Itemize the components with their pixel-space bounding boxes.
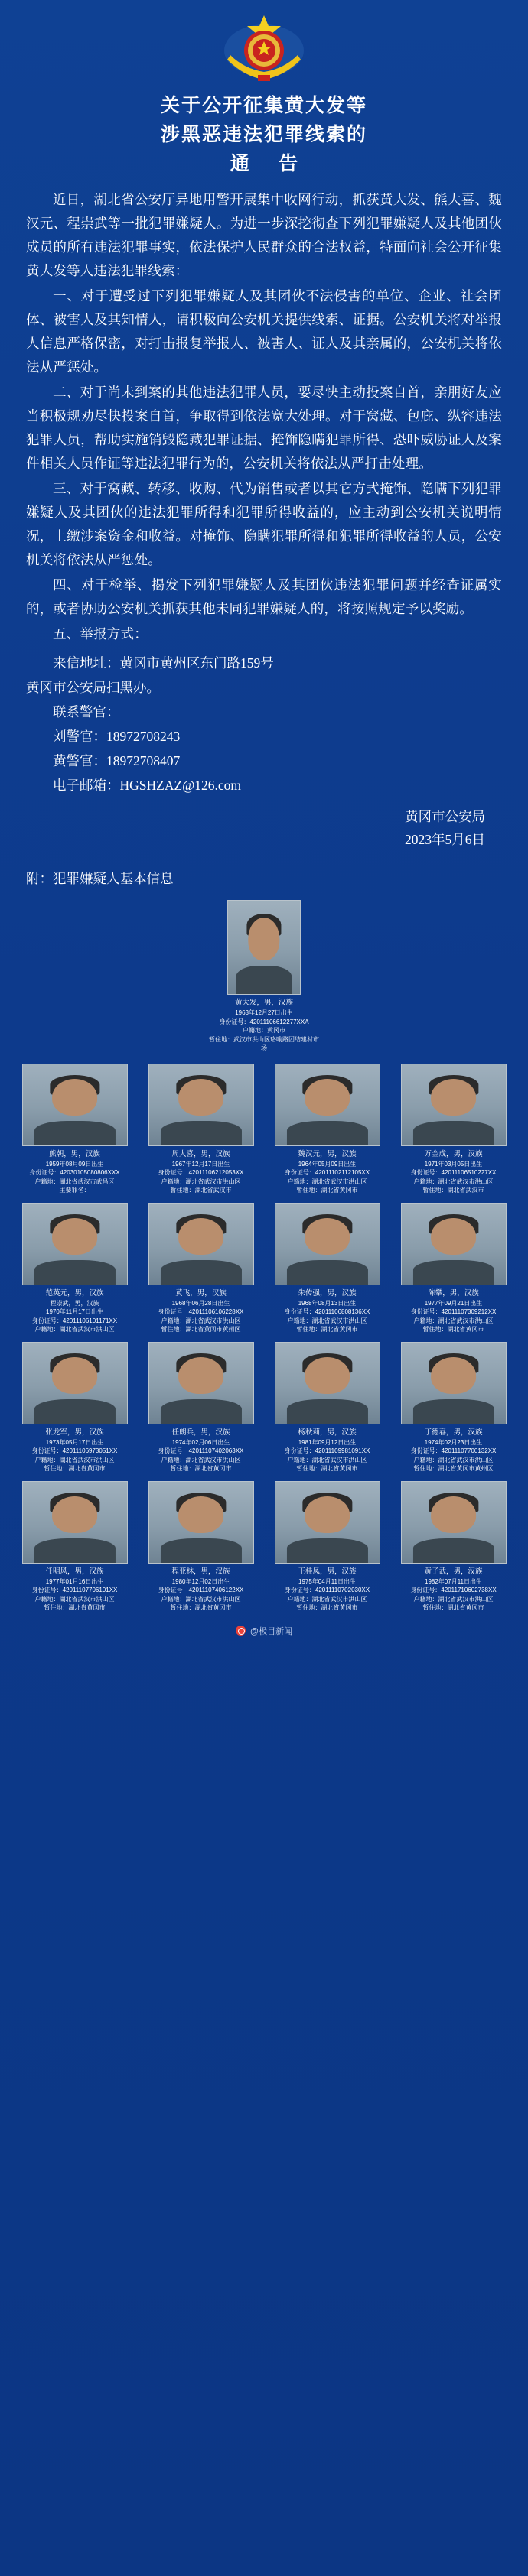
suspect-household: 户籍地：湖北省武汉市洪山区 [413,1178,494,1185]
suspect-id: 1970年11月17日出生 [46,1308,103,1315]
suspect-birth: 1963年12月27日出生 [235,1009,293,1016]
suspect-name: 丁德春，男，汉族 [424,1428,483,1437]
source-watermark [0,1613,528,1642]
suspect-caption [396,1288,512,1334]
suspect-name: 张龙军，男，汉族 [45,1428,104,1437]
suspect-residence: 暂住地：湖北省黄冈市 [170,1465,232,1472]
suspect-birth: 1980年12月02日出生 [171,1577,230,1585]
attachment-title: 附：犯罪嫌疑人基本信息 [26,871,174,886]
suspect-id: 身份证号：42030105080806XXX [29,1169,120,1176]
suspect-name: 黄子武，男，汉族 [424,1567,483,1576]
suspect-cell [14,1342,135,1473]
suspect-residence: 暂住地：武汉市洪山区珞喻路团结建材市场 [209,1035,319,1051]
suspect-name: 朱传强，男，汉族 [298,1288,357,1298]
title-line-2: 涉黑恶违法犯罪线索的 [160,125,367,145]
suspect-photo [401,1203,507,1285]
paragraph-item-3: 三、对于窝藏、转移、收购、代为销售或者以其它方式掩饰、隐瞒下列犯罪嫌疑人及其团伙的违法犯罪所得和犯罪所得收益的，应主动到公安机关说明情况，上缴涉案资金和收益。对掩饰、隐瞒犯罪所得和犯罪所得收益的人员，公安机关将依法从严惩处。 [26,481,502,567]
suspect-cell [266,1342,388,1473]
contact-officer-header: 联系警官： [53,704,120,720]
suspect-id: 身份证号：42011106612277XXA [219,1018,309,1025]
suspect-photo [22,1064,128,1146]
suspect-birth: 1974年02月23日出生 [424,1438,483,1446]
contact-officer-huang: 黄警官：18972708407 [53,753,181,768]
suspect-caption [269,1288,386,1334]
suspect-caption [269,1428,386,1473]
suspect-residence: 暂住地：湖北省黄冈市 [170,1604,232,1611]
suspect-residence: 暂住地：湖北省黄冈市黄州区 [161,1326,241,1333]
suspect-caption [17,1288,133,1334]
suspect-cell [266,1481,388,1613]
suspect-name: 周大喜，男，汉族 [171,1149,230,1158]
contact-officer-liu: 刘警官：18972708243 [53,729,181,744]
suspect-name: 范英元，男，汉族 [45,1288,104,1298]
suspect-cell [393,1481,514,1613]
suspect-residence: 暂住地：湖北省黄冈市 [422,1604,484,1611]
page-title [0,89,528,184]
suspect-birth: 1977年09月21日出生 [424,1299,483,1307]
suspect-caption [143,1288,259,1334]
paragraph-item-5: 五、举报方式： [53,626,148,642]
paragraph-item-2: 二、对于尚未到案的其他违法犯罪人员，要尽快主动投案自首，亲朋好友应当积极规劝尽快投案自首，争取得到依法宽大处理。对于窝藏、包庇、纵容违法犯罪人员，帮助实施销毁隐藏犯罪证据、掩饰隐瞒犯罪所得、恐吓威胁证人及案件相关人员作证等违法犯罪行为的，公安机关将依法从严打击处理。 [26,385,502,471]
suspect-name: 杨秋莉，男，汉族 [298,1428,357,1437]
suspect-id: 身份证号：42011710602738XX [410,1587,497,1593]
suspect-residence: 主要罪名： [59,1187,90,1194]
suspect-photo [148,1203,254,1285]
suspect-id: 身份证号：42011107700132XX [410,1447,497,1454]
national-emblem-icon [221,11,307,84]
suspect-id: 身份证号：42011107309212XX [410,1308,497,1315]
suspect-cell [140,1342,262,1473]
suspect-name: 王桂凤，男，汉族 [298,1567,357,1576]
suspect-birth: 1982年07月11日出生 [425,1577,482,1585]
suspect-caption [269,1567,386,1613]
suspect-household: 户籍地：黄冈市 [243,1027,285,1034]
suspect-cell [266,1064,388,1195]
suspect-name: 黄大发，男，汉族 [234,999,293,1007]
suspect-id: 身份证号：42011107706101XX [31,1587,118,1593]
suspect-id: 身份证号：42011102112105XX [284,1169,370,1176]
suspect-photo [227,900,301,995]
suspect-photo [275,1481,380,1564]
suspect-residence: 暂住地：湖北省黄冈市 [296,1326,358,1333]
suspect-photo [22,1342,128,1424]
source-label: @极目新闻 [249,1626,293,1636]
suspect-name: 任明风，男，汉族 [45,1567,104,1576]
suspect-id: 身份证号：42011110702030XX [284,1587,370,1593]
suspect-cell [140,1481,262,1613]
suspect-household: 户籍地：湖北省武汉市洪山区 [287,1317,367,1324]
suspect-residence: 暂住地：湖北省武汉市 [170,1187,232,1194]
suspect-caption [143,1428,259,1473]
suspect-residence: 暂住地：湖北省黄冈市 [422,1326,484,1333]
suspect-cell [393,1342,514,1473]
contact-section [0,648,528,797]
suspect-household: 户籍地：湖北省武汉市洪山区 [161,1595,241,1603]
suspect-residence: 暂住地：湖北省武汉市 [422,1187,484,1194]
suspect-birth: 1968年08月13日出生 [298,1299,357,1307]
contact-email: 电子邮箱：HGSHZAZ@126.com [53,778,242,793]
suspect-cell [14,1064,135,1195]
suspect-id: 身份证号：42011107402063XX [158,1447,244,1454]
emblem-container [0,0,528,89]
suspect-birth: 1959年08月09日出生 [45,1160,104,1168]
signature-organization: 黄冈市公安局 [405,809,485,824]
suspect-id: 身份证号：42011106808136XX [284,1308,370,1315]
suspect-caption [17,1149,133,1195]
suspect-name: 魏汉元，男，汉族 [298,1149,357,1158]
suspect-id: 身份证号：42011106510227XX [410,1169,497,1176]
suspect-photo [22,1203,128,1285]
suspect-cell [266,1203,388,1334]
suspect-household: 户籍地：湖北省武汉市洪山区 [413,1456,494,1463]
suspect-birth: 1981年09月12日出生 [298,1438,357,1446]
suspect-household: 户籍地：湖北省武汉市洪山区 [161,1456,241,1463]
suspect-caption [269,1149,386,1195]
suspect-caption [143,1567,259,1613]
suspect-birth: 1971年03月05日出生 [424,1160,483,1168]
suspect-id: 身份证号：42011106212053XX [158,1169,244,1176]
title-line-1: 关于公开征集黄大发等 [160,96,367,116]
lead-suspect [0,894,528,1056]
suspect-household: 户籍地：湖北省武汉市洪山区 [161,1317,241,1324]
suspect-birth: 1975年04月11日出生 [298,1577,356,1585]
suspect-birth: 1977年01月16日出生 [45,1577,104,1585]
suspect-birth: 程崇武，男，汉族 [50,1299,99,1307]
suspect-household: 户籍地：湖北省武汉市洪山区 [34,1595,115,1603]
suspect-photo [401,1481,507,1564]
suspect-residence: 暂住地：湖北省黄冈市黄州区 [413,1465,494,1472]
suspect-name: 陈攀，男，汉族 [428,1288,479,1298]
suspect-photo [275,1064,380,1146]
suspect-grid [0,1056,528,1613]
suspect-household: 户籍地：湖北省武汉市洪山区 [161,1178,241,1185]
suspect-residence: 暂住地：湖北省黄冈市 [296,1187,358,1194]
suspect-birth: 1967年12月17日出生 [171,1160,230,1168]
suspect-cell [140,1203,262,1334]
suspect-household: 户籍地：湖北省武汉市洪山区 [287,1456,367,1463]
suspect-residence: 暂住地：湖北省黄冈市 [44,1604,106,1611]
notice-body [0,184,528,646]
suspect-name: 任朗兵，男，汉族 [171,1428,230,1437]
suspect-id: 身份证号：42011106106228XX [158,1308,244,1315]
suspect-caption [17,1567,133,1613]
suspect-birth: 1973年05月17日出生 [45,1438,104,1446]
suspect-caption [207,998,321,1053]
suspect-photo [148,1064,254,1146]
suspect-residence: 暂住地：湖北省黄冈市 [296,1604,358,1611]
suspect-id: 身份证号：42011109981091XX [284,1447,370,1454]
suspect-residence: 暂住地：湖北省黄冈市 [44,1465,106,1472]
signature-date: 2023年5月6日 [405,832,485,847]
suspect-household: 户籍地：湖北省武汉市洪山区 [287,1178,367,1185]
suspect-name: 黄飞，男，汉族 [175,1288,227,1298]
contact-address-line-1: 来信地址：黄冈市黄州区东门路159号 [53,655,274,671]
suspect-cell [393,1064,514,1195]
suspect-name: 熊朝，男，汉族 [49,1149,100,1158]
suspect-birth: 1974年02月06日出生 [171,1438,230,1446]
suspect-household: 户籍地：湖北省武汉市洪山区 [413,1595,494,1603]
suspect-cell [393,1203,514,1334]
suspect-household: 户籍地：湖北省武汉市洪山区 [34,1456,115,1463]
title-line-3: 通 告 [230,154,311,174]
suspect-birth: 1968年06月28日出生 [171,1299,230,1307]
suspect-household: 身份证号：42011106101171XX [31,1317,118,1324]
suspect-photo [148,1342,254,1424]
contact-address-line-2: 黄冈市公安局扫黑办。 [26,680,160,695]
suspect-residence: 户籍地：湖北省武汉市洪山区 [34,1326,115,1333]
suspect-photo [148,1481,254,1564]
paragraph-item-1: 一、对于遭受过下列犯罪嫌疑人及其团伙不法侵害的单位、企业、社会团体、被害人及其知情人，请积极向公安机关提供线索、证据。公安机关将对举报人信息严格保密，对打击报复举报人、被害人、证人及其亲属的，公安机关将依法从严惩处。 [26,288,502,375]
paragraph-intro: 近日，湖北省公安厅异地用警开展集中收网行动，抓获黄大发、熊大喜、魏汉元、程崇武等一批犯罪嫌疑人。为进一步深挖彻查下列犯罪嫌疑人及其他团伙成员的所有违法犯罪事实，依法保护人民群众的合法权益，特面向社会公开征集黄大发等人违法犯罪线索： [26,192,502,278]
signature-block [0,797,528,851]
suspect-name: 万金成，男，汉族 [424,1149,483,1158]
news-logo-icon [236,1626,246,1636]
suspect-caption [396,1428,512,1473]
suspect-photo [22,1481,128,1564]
suspect-photo [401,1064,507,1146]
suspect-caption [143,1149,259,1195]
suspect-household: 户籍地：湖北省武汉市武昌区 [34,1178,115,1185]
suspect-id: 身份证号：42011106973051XX [31,1447,118,1454]
suspect-cell [140,1064,262,1195]
paragraph-item-4: 四、对于检举、揭发下列犯罪嫌疑人及其团伙违法犯罪问题并经查证属实的，或者协助公安机关抓获其他未同犯罪嫌疑人的，将按照规定予以奖励。 [26,577,502,616]
suspect-photo [275,1342,380,1424]
suspect-household: 户籍地：湖北省武汉市洪山区 [287,1595,367,1603]
suspect-name: 程亚林，男，汉族 [171,1567,230,1576]
suspect-cell [14,1203,135,1334]
suspect-photo [401,1342,507,1424]
suspect-caption [396,1567,512,1613]
suspect-birth: 1964年05月09日出生 [298,1160,357,1168]
suspect-photo [275,1203,380,1285]
suspect-id: 身份证号：42011107406122XX [158,1587,244,1593]
suspect-household: 户籍地：湖北省武汉市洪山区 [413,1317,494,1324]
suspect-cell [14,1481,135,1613]
suspect-residence: 暂住地：湖北省黄冈市 [296,1465,358,1472]
suspect-caption [396,1149,512,1195]
suspect-caption [17,1428,133,1473]
